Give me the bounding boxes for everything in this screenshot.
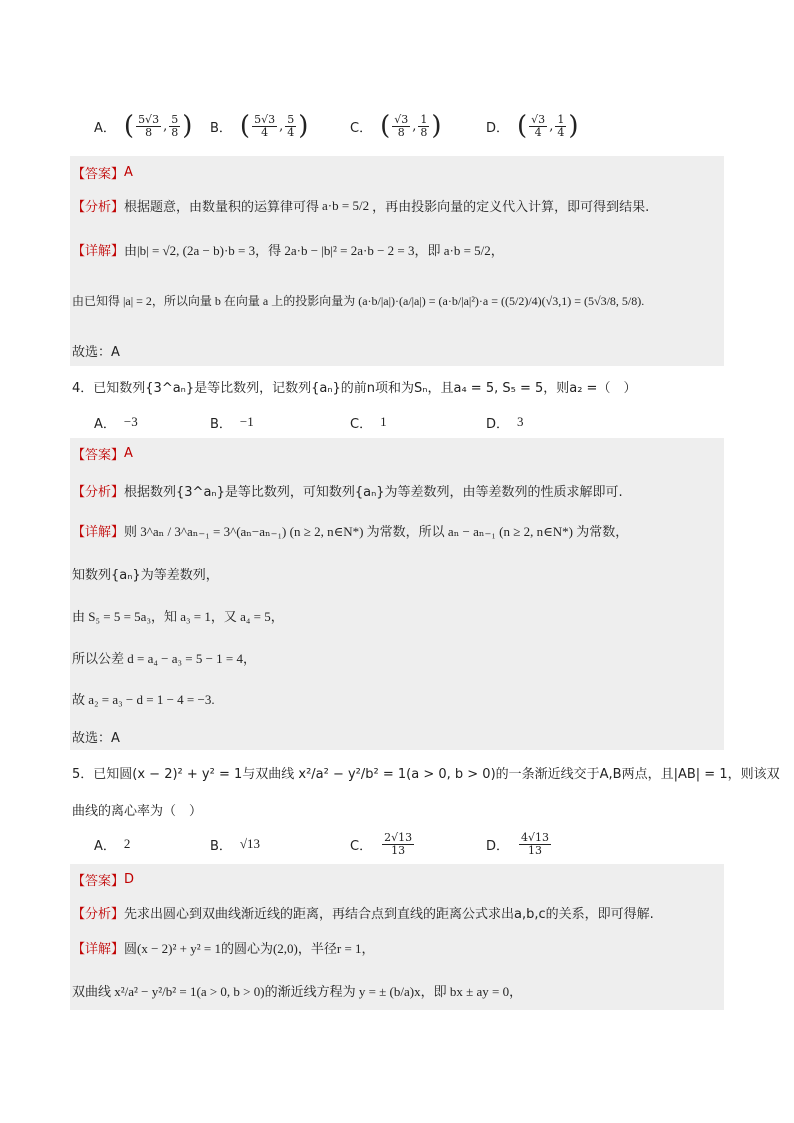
q4-detail-line-4: 所以公差 d = a₄ − a₃ = 5 − 1 = 4， <box>72 651 257 666</box>
q4-conclusion: 故选：A <box>72 731 120 746</box>
q3-analysis-line: 【分析】 根据题意，由数量积的运算律可得 a·b = 5/2 ，再由投影向量的定义代入计算，即可得到结果. <box>72 197 650 215</box>
q4-stem: 4．已知数列{3^aₙ}是等比数列，记数列{aₙ}的前n项和为Sₙ，且a₄ = 5, S₅ = 5，则a₂ =（ ） <box>72 381 637 396</box>
q5-detail-line-1: 【详解】 圆(x − 2)² + y² = 1的圆心为(2,0)，半径r = 1， <box>72 941 375 957</box>
q5-choice-a[interactable]: A． 2 <box>94 836 131 854</box>
q4-analysis-line: 【分析】 根据数列{3^aₙ}是等比数列，可知数列{aₙ}为等差数列，由等差数列的性质求解即可. <box>72 485 623 500</box>
q5-analysis-line: 【分析】 先求出圆心到双曲线渐近线的距离，再结合点到直线的距离公式求出a,b,c的关系，即可得解. <box>72 907 654 922</box>
q4-detail-line-2: 知数列{aₙ}为等差数列， <box>72 568 219 583</box>
q3-solution-panel <box>70 156 724 366</box>
q5-choice-b[interactable]: B． √13 <box>210 836 261 854</box>
q5-detail-line-2: 双曲线 x²/a² − y²/b² = 1(a > 0, b > 0)的渐近线方程为 y = ± (b/a)x，即 bx ± ay = 0， <box>72 984 523 999</box>
q3-choice-b[interactable]: B． ( $\frac{5√3}{4}$ , $\frac{5}{4}$ ) <box>210 111 309 141</box>
q5-choice-d[interactable]: D． $\frac{4√13}{13}$ <box>486 830 550 857</box>
q3-choice-a[interactable]: A． ( $\frac{5√3}{8}$ , $\frac{5}{8}$ ) <box>94 111 193 141</box>
q5-choice-c[interactable]: C． $\frac{2√13}{13}$ <box>350 830 413 857</box>
q3-detail-line-2: 由已知得 |a| = 2，所以向量 b 在向量 a 上的投影向量为 (a·b/|a|)·(a/|a|) = (a·b/|a|²)·a = ((5/2)/4)(√3,1) = (5√3/8, 5/8). <box>72 294 645 308</box>
q4-detail-line-1: 【详解】 则 3^aₙ / 3^aₙ₋₁ = 3^(aₙ−aₙ₋₁) (n ≥ 2, n∈N*) 为常数，所以 aₙ − aₙ₋₁ (n ≥ 2, n∈N*) 为常数， <box>72 524 629 540</box>
q4-choice-d[interactable]: D． 3 <box>486 414 524 432</box>
q3-detail-line-1: 【详解】 由|b| = √2, (2a − b)·b = 3，得 2a·b − |b|² = 2a·b − 2 = 3，即 a·b = 5/2， <box>72 243 504 259</box>
q5-stem-line-2: 曲线的离心率为（ ） <box>72 804 203 819</box>
q4-choice-a[interactable]: A． −3 <box>94 414 138 432</box>
q5-stem-line-1: 5．已知圆(x − 2)² + y² = 1与双曲线 x²/a² − y²/b² = 1(a > 0, b > 0)的一条渐近线交于A,B两点，且|AB| = 1，则该双 <box>72 767 780 782</box>
q4-answer-line: 【答案】 A <box>72 446 133 463</box>
q3-answer-line: 【答案】 A <box>72 165 133 182</box>
q4-detail-line-3: 由 S₅ = 5 = 5a₃，知 a₃ = 1，又 a₄ = 5， <box>72 609 284 624</box>
q3-conclusion: 故选：A <box>72 345 120 360</box>
q4-detail-line-5: 故 a₂ = a₃ − d = 1 − 4 = −3. <box>72 692 215 707</box>
q4-choice-b[interactable]: B． −1 <box>210 414 254 432</box>
q3-choice-c[interactable]: C． ( $\frac{√3}{8}$ , $\frac{1}{8}$ ) <box>350 111 442 141</box>
q4-choice-c[interactable]: C． 1 <box>350 414 387 432</box>
q5-answer-line: 【答案】 D <box>72 872 135 889</box>
q3-choice-d[interactable]: D． ( $\frac{√3}{4}$ , $\frac{1}{4}$ ) <box>486 111 579 141</box>
